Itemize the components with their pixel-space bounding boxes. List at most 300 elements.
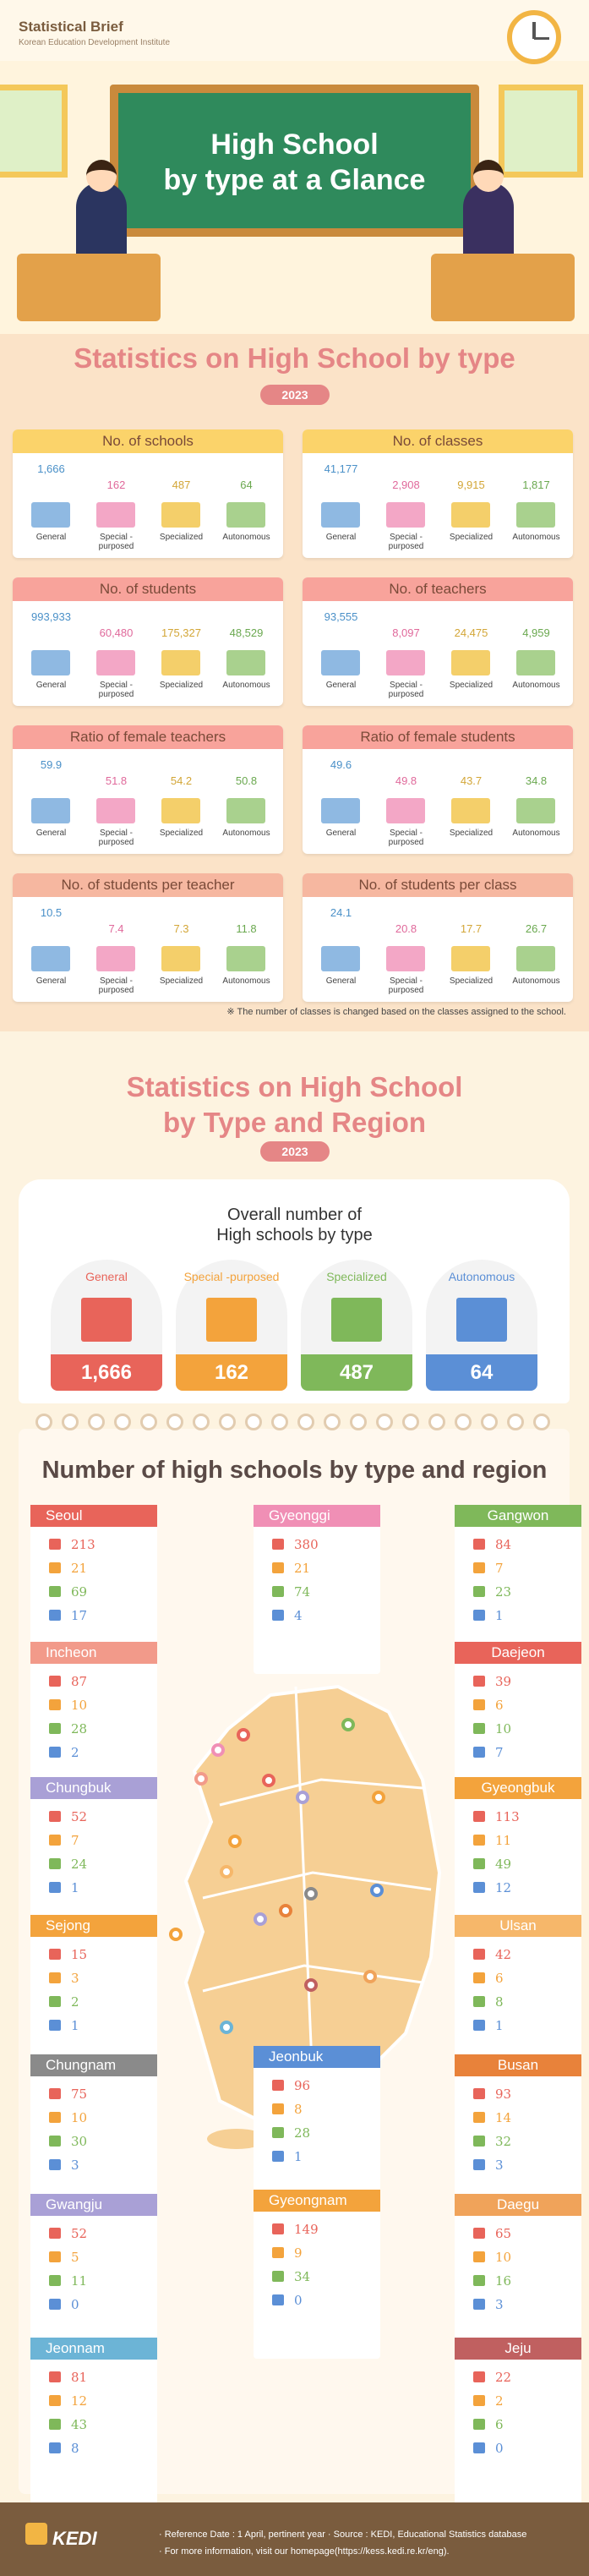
region-row [49,2087,150,2102]
school-icon [272,2127,284,2138]
region-count: 10 [71,2110,88,2125]
school-icon [49,2159,61,2170]
school-icon [226,798,265,823]
binder-ring-icon [166,1414,183,1430]
region-name: Chungbuk [30,1777,157,1799]
region-row [49,2110,150,2125]
stat-label: Autonomous [512,681,560,690]
stat-item [215,606,278,703]
stat-item [309,606,373,703]
school-icon [49,2228,61,2239]
region-count: 3 [71,2158,79,2173]
region-row [473,1698,575,1713]
binder-ring-icon [193,1414,210,1430]
stat-item [85,754,148,851]
stat-item [504,902,568,999]
stat-label: General [325,829,357,838]
school-icon [473,1811,485,1822]
stat-item [374,458,438,555]
stat-label: General [35,976,67,986]
school-icon [386,650,425,675]
school-icon [96,650,135,675]
region-row [49,2297,150,2312]
section1-title: Statistics on High School by type [74,342,515,374]
stat-label: Specialized [449,976,494,986]
kedi-logo: KEDI [52,2528,97,2549]
school-icon [272,2247,284,2258]
binder-ring-icon [350,1414,367,1430]
school-icon [49,1676,61,1687]
stat-label: Specialized [159,533,204,542]
region-count: 1 [71,2018,79,2033]
binder-ring-icon [88,1414,105,1430]
map-pin-icon [254,1912,267,1926]
stat-value: 993,933 [31,610,71,623]
binder-ring-icon [271,1414,288,1430]
school-icon [49,1586,61,1597]
stat-value: 11.8 [236,922,257,935]
region-name: Gangwon [455,1505,581,1527]
section2-title-line2: by Type and Region [162,1107,427,1138]
region-row [49,1971,150,1986]
stat-item [439,902,503,999]
region-name: Daegu [455,2194,581,2216]
school-icon [31,650,70,675]
stat-item [215,754,278,851]
stat-card-title: No. of students [13,577,283,601]
stat-label: Special -purposed [98,829,134,847]
stat-item [374,902,438,999]
school-icon [473,1882,485,1893]
school-icon [49,2020,61,2031]
school-icon [272,1610,284,1621]
region-name: Gyeonggi [254,1505,380,1527]
region-count: 5 [71,2250,79,2265]
stat-value: 162 [106,479,126,491]
map-pin-icon [220,1865,233,1879]
stat-label: Specialized [449,829,494,838]
school-icon [473,1562,485,1573]
region-count: 0 [294,2293,303,2308]
stat-value: 60,480 [99,626,134,639]
region-row [473,1721,575,1736]
region-name: Ulsan [455,1915,581,1937]
stat-label: Special -purposed [388,976,424,995]
school-icon [31,502,70,528]
stat-label: Autonomous [512,533,560,542]
school-icon [49,2136,61,2147]
stat-value: 51.8 [105,774,128,787]
region-row [49,2273,150,2289]
region-row [49,2370,150,2385]
region-row [473,1857,575,1872]
stat-item [504,606,568,703]
region-row [272,1584,374,1600]
region-box-jeju [455,2338,581,2507]
stat-label: Specialized [159,976,204,986]
region-count: 10 [495,2250,512,2265]
region-count: 49 [495,1857,512,1872]
region-count: 12 [495,1880,512,1895]
school-icon [473,1539,485,1550]
stat-label: Special -purposed [98,533,134,551]
region-name: Jeonnam [30,2338,157,2360]
clock-icon [507,10,561,64]
region-box-gyeonggi [254,1505,380,1674]
binder-ring-icon [481,1414,498,1430]
region-count: 6 [495,1971,504,1986]
stat-card [13,725,283,854]
region-name: Daejeon [455,1642,581,1664]
stat-card [303,725,573,854]
stat-label: General [35,681,67,690]
school-building-icon [331,1298,382,1342]
stat-value: 64 [240,479,253,491]
stat-label: Special -purposed [98,976,134,995]
region-row [473,1745,575,1760]
stat-value: 9,915 [457,479,485,491]
region-count: 7 [495,1561,504,1576]
stat-item [150,606,213,703]
map-pin-icon [363,1970,377,1983]
map-pin-icon [304,1978,318,1992]
region-row [473,1809,575,1824]
school-building-icon [206,1298,257,1342]
overall-type-label: Specialized [326,1270,387,1283]
region-row [272,2293,374,2308]
school-icon [473,1586,485,1597]
stat-label: Specialized [159,829,204,838]
region-count: 96 [294,2078,311,2093]
stat-item [439,606,503,703]
kedi-logo-icon [25,2523,47,2545]
school-icon [49,2442,61,2453]
school-icon [473,1858,485,1869]
school-icon [49,2251,61,2262]
school-icon [321,798,360,823]
region-count: 149 [294,2222,319,2237]
map-pin-icon [169,1928,183,1941]
binder-ring-icon [402,1414,419,1430]
stat-label: Autonomous [512,976,560,986]
region-row [49,2018,150,2033]
region-row [49,1561,150,1576]
region-row [49,1745,150,1760]
school-icon [321,946,360,971]
school-icon [451,946,490,971]
school-icon [473,2088,485,2099]
school-icon [49,1858,61,1869]
region-count: 3 [495,2158,504,2173]
region-count: 28 [71,1721,88,1736]
region-count: 12 [71,2393,88,2409]
region-count: 6 [495,1698,504,1713]
footer-homepage[interactable]: · For more information, visit our homepage(https://kess.kedi.re.kr/eng). [159,2546,450,2557]
school-icon [49,2419,61,2430]
map-pin-icon [370,1884,384,1897]
map-pin-icon [341,1718,355,1731]
region-row [473,2297,575,2312]
region-count: 15 [71,1947,88,1962]
stat-item [504,458,568,555]
map-pin-icon [237,1728,250,1742]
region-row [272,1561,374,1576]
region-count: 8 [495,1994,504,2010]
region-row [49,2158,150,2173]
stat-item [19,606,83,703]
stat-card-title: Ratio of female students [303,725,573,749]
region-name: Seoul [30,1505,157,1527]
stat-label: General [325,533,357,542]
region-row [473,2393,575,2409]
stat-value: 49.8 [395,774,417,787]
region-count: 4 [294,1608,303,1623]
region-row [473,2018,575,2033]
school-icon [473,2371,485,2382]
region-row [473,1561,575,1576]
region-name: Gyeongbuk [455,1777,581,1799]
region-count: 1 [71,1880,79,1895]
stat-card-title: No. of classes [303,429,573,453]
region-row [49,1994,150,2010]
map-pin-icon [372,1791,385,1804]
stat-card [303,873,573,1002]
stat-item [309,902,373,999]
school-icon [226,502,265,528]
stat-value: 26.7 [525,922,548,935]
school-icon [386,946,425,971]
region-row [49,1537,150,1552]
stat-item [19,754,83,851]
region-row [473,1994,575,2010]
overall-count: 162 [176,1354,287,1391]
region-row [272,1537,374,1552]
binder-ring-icon [376,1414,393,1430]
region-count: 8 [294,2102,303,2117]
binder-ring-icon [140,1414,157,1430]
stat-card [13,577,283,706]
stat-value: 54.2 [170,774,193,787]
map-pin-icon [304,1887,318,1901]
school-icon [473,2275,485,2286]
org-name: Korean Education Development Institute [19,38,170,47]
stat-value: 34.8 [525,774,548,787]
region-count: 1 [495,1608,504,1623]
region-box-jeonnam [30,2338,157,2507]
overall-card [426,1260,537,1391]
school-icon [49,2299,61,2310]
school-icon [49,1811,61,1822]
region-count: 0 [71,2297,79,2312]
region-row [473,2370,575,2385]
stat-item [85,902,148,999]
binder-ring-icon [245,1414,262,1430]
region-count: 43 [71,2417,88,2432]
region-row [49,2417,150,2432]
school-icon [49,1723,61,1734]
school-icon [272,2103,284,2114]
region-count: 52 [71,1809,88,1824]
school-icon [473,1699,485,1710]
hero-title-line1: High School [210,129,379,161]
region-row [473,2250,575,2265]
region-row [49,2134,150,2149]
hero-title-line2: by type at a Glance [163,164,426,196]
stat-value: 4,959 [522,626,550,639]
school-icon [473,1723,485,1734]
region-count: 34 [294,2269,311,2284]
region-row [272,2222,374,2237]
map-pin-icon [211,1743,225,1757]
stat-item [309,458,373,555]
region-name: Incheon [30,1642,157,1664]
footnote: ※ The number of classes is changed based on the classes assigned to the school. [226,1007,566,1017]
overall-card [176,1260,287,1391]
region-name: Jeonbuk [254,2046,380,2068]
stat-value: 17.7 [460,922,483,935]
region-count: 11 [495,1833,512,1848]
stat-label: Autonomous [222,829,270,838]
window-left [0,85,68,178]
student-girl-illustration [463,182,514,262]
school-icon [473,2395,485,2406]
stat-card [13,429,283,558]
school-icon [161,650,200,675]
school-icon [49,1882,61,1893]
section2-title [0,1069,589,1140]
region-count: 1 [495,2018,504,2033]
school-icon [516,502,555,528]
region-count: 2 [71,1994,79,2010]
section2-title-line1: Statistics on High School [126,1071,463,1102]
desk-left [17,254,161,321]
region-count: 380 [294,1537,319,1552]
region-count: 23 [495,1584,512,1600]
school-icon [49,1610,61,1621]
region-name: Jeju [455,2338,581,2360]
region-row [49,1833,150,1848]
stat-value: 24,475 [454,626,488,639]
stat-item [374,754,438,851]
school-icon [96,502,135,528]
school-icon [473,1610,485,1621]
region-row [473,1833,575,1848]
school-icon [49,2275,61,2286]
map-pin-icon [220,2021,233,2034]
school-icon [321,502,360,528]
section1-year: 2023 [260,385,330,405]
map-pin-icon [279,1904,292,1917]
region-row [473,1947,575,1962]
region-row [49,1947,150,1962]
school-icon [49,2112,61,2123]
stat-label: Autonomous [222,681,270,690]
school-icon [49,2371,61,2382]
overall-title-line2: High schools by type [216,1226,373,1244]
region-count: 81 [71,2370,88,2385]
school-icon [451,798,490,823]
binder-ring-icon [297,1414,314,1430]
stat-label: Special -purposed [98,681,134,699]
region-count: 7 [71,1833,79,1848]
school-icon [226,946,265,971]
region-row [272,2149,374,2164]
stat-label: Autonomous [512,829,560,838]
region-row [272,2078,374,2093]
stat-label: Special -purposed [388,533,424,551]
stat-value: 1,817 [522,479,550,491]
school-icon [473,2251,485,2262]
school-icon [96,798,135,823]
region-row [272,2125,374,2141]
region-row [49,2250,150,2265]
section2-year: 2023 [260,1141,330,1162]
stat-value: 49.6 [330,758,352,771]
region-row [473,2441,575,2456]
region-row [272,2102,374,2117]
region-count: 16 [495,2273,512,2289]
stat-label: General [35,533,67,542]
school-icon [272,2223,284,2234]
map-pin-icon [262,1774,275,1787]
region-row [473,2226,575,2241]
stat-card-title: No. of teachers [303,577,573,601]
binder-ring-icon [428,1414,445,1430]
binder-ring-icon [324,1414,341,1430]
region-count: 113 [495,1809,520,1824]
region-count: 10 [495,1721,512,1736]
region-count: 75 [71,2087,88,2102]
region-box-gyeongnam [254,2190,380,2359]
region-name: Gyeongnam [254,2190,380,2212]
stat-item [150,902,213,999]
map-pin-icon [194,1772,208,1786]
region-row [473,2087,575,2102]
region-row [473,1584,575,1600]
school-icon [49,2395,61,2406]
region-count: 52 [71,2226,88,2241]
school-icon [272,1539,284,1550]
region-count: 93 [495,2087,512,2102]
stat-value: 7.4 [108,922,124,935]
stat-value: 8,097 [392,626,420,639]
region-row [473,1608,575,1623]
school-icon [473,1835,485,1846]
school-icon [272,2151,284,2162]
school-icon [226,650,265,675]
school-icon [321,650,360,675]
school-icon [386,502,425,528]
stat-value: 41,177 [324,462,358,475]
binder-ring-icon [62,1414,79,1430]
stat-value: 10.5 [40,906,63,919]
overall-type-label: General [85,1270,128,1283]
region-name: Gwangju [30,2194,157,2216]
region-row [473,2273,575,2289]
stat-label: Special -purposed [388,681,424,699]
school-icon [516,798,555,823]
stat-label: Special -purposed [388,829,424,847]
region-row [473,2417,575,2432]
region-count: 11 [71,2273,88,2289]
school-icon [49,1972,61,1983]
stat-card-title: No. of schools [13,429,283,453]
stat-item [439,458,503,555]
region-name: Chungnam [30,2054,157,2076]
stat-item [504,754,568,851]
school-icon [473,2442,485,2453]
region-row [272,2269,374,2284]
